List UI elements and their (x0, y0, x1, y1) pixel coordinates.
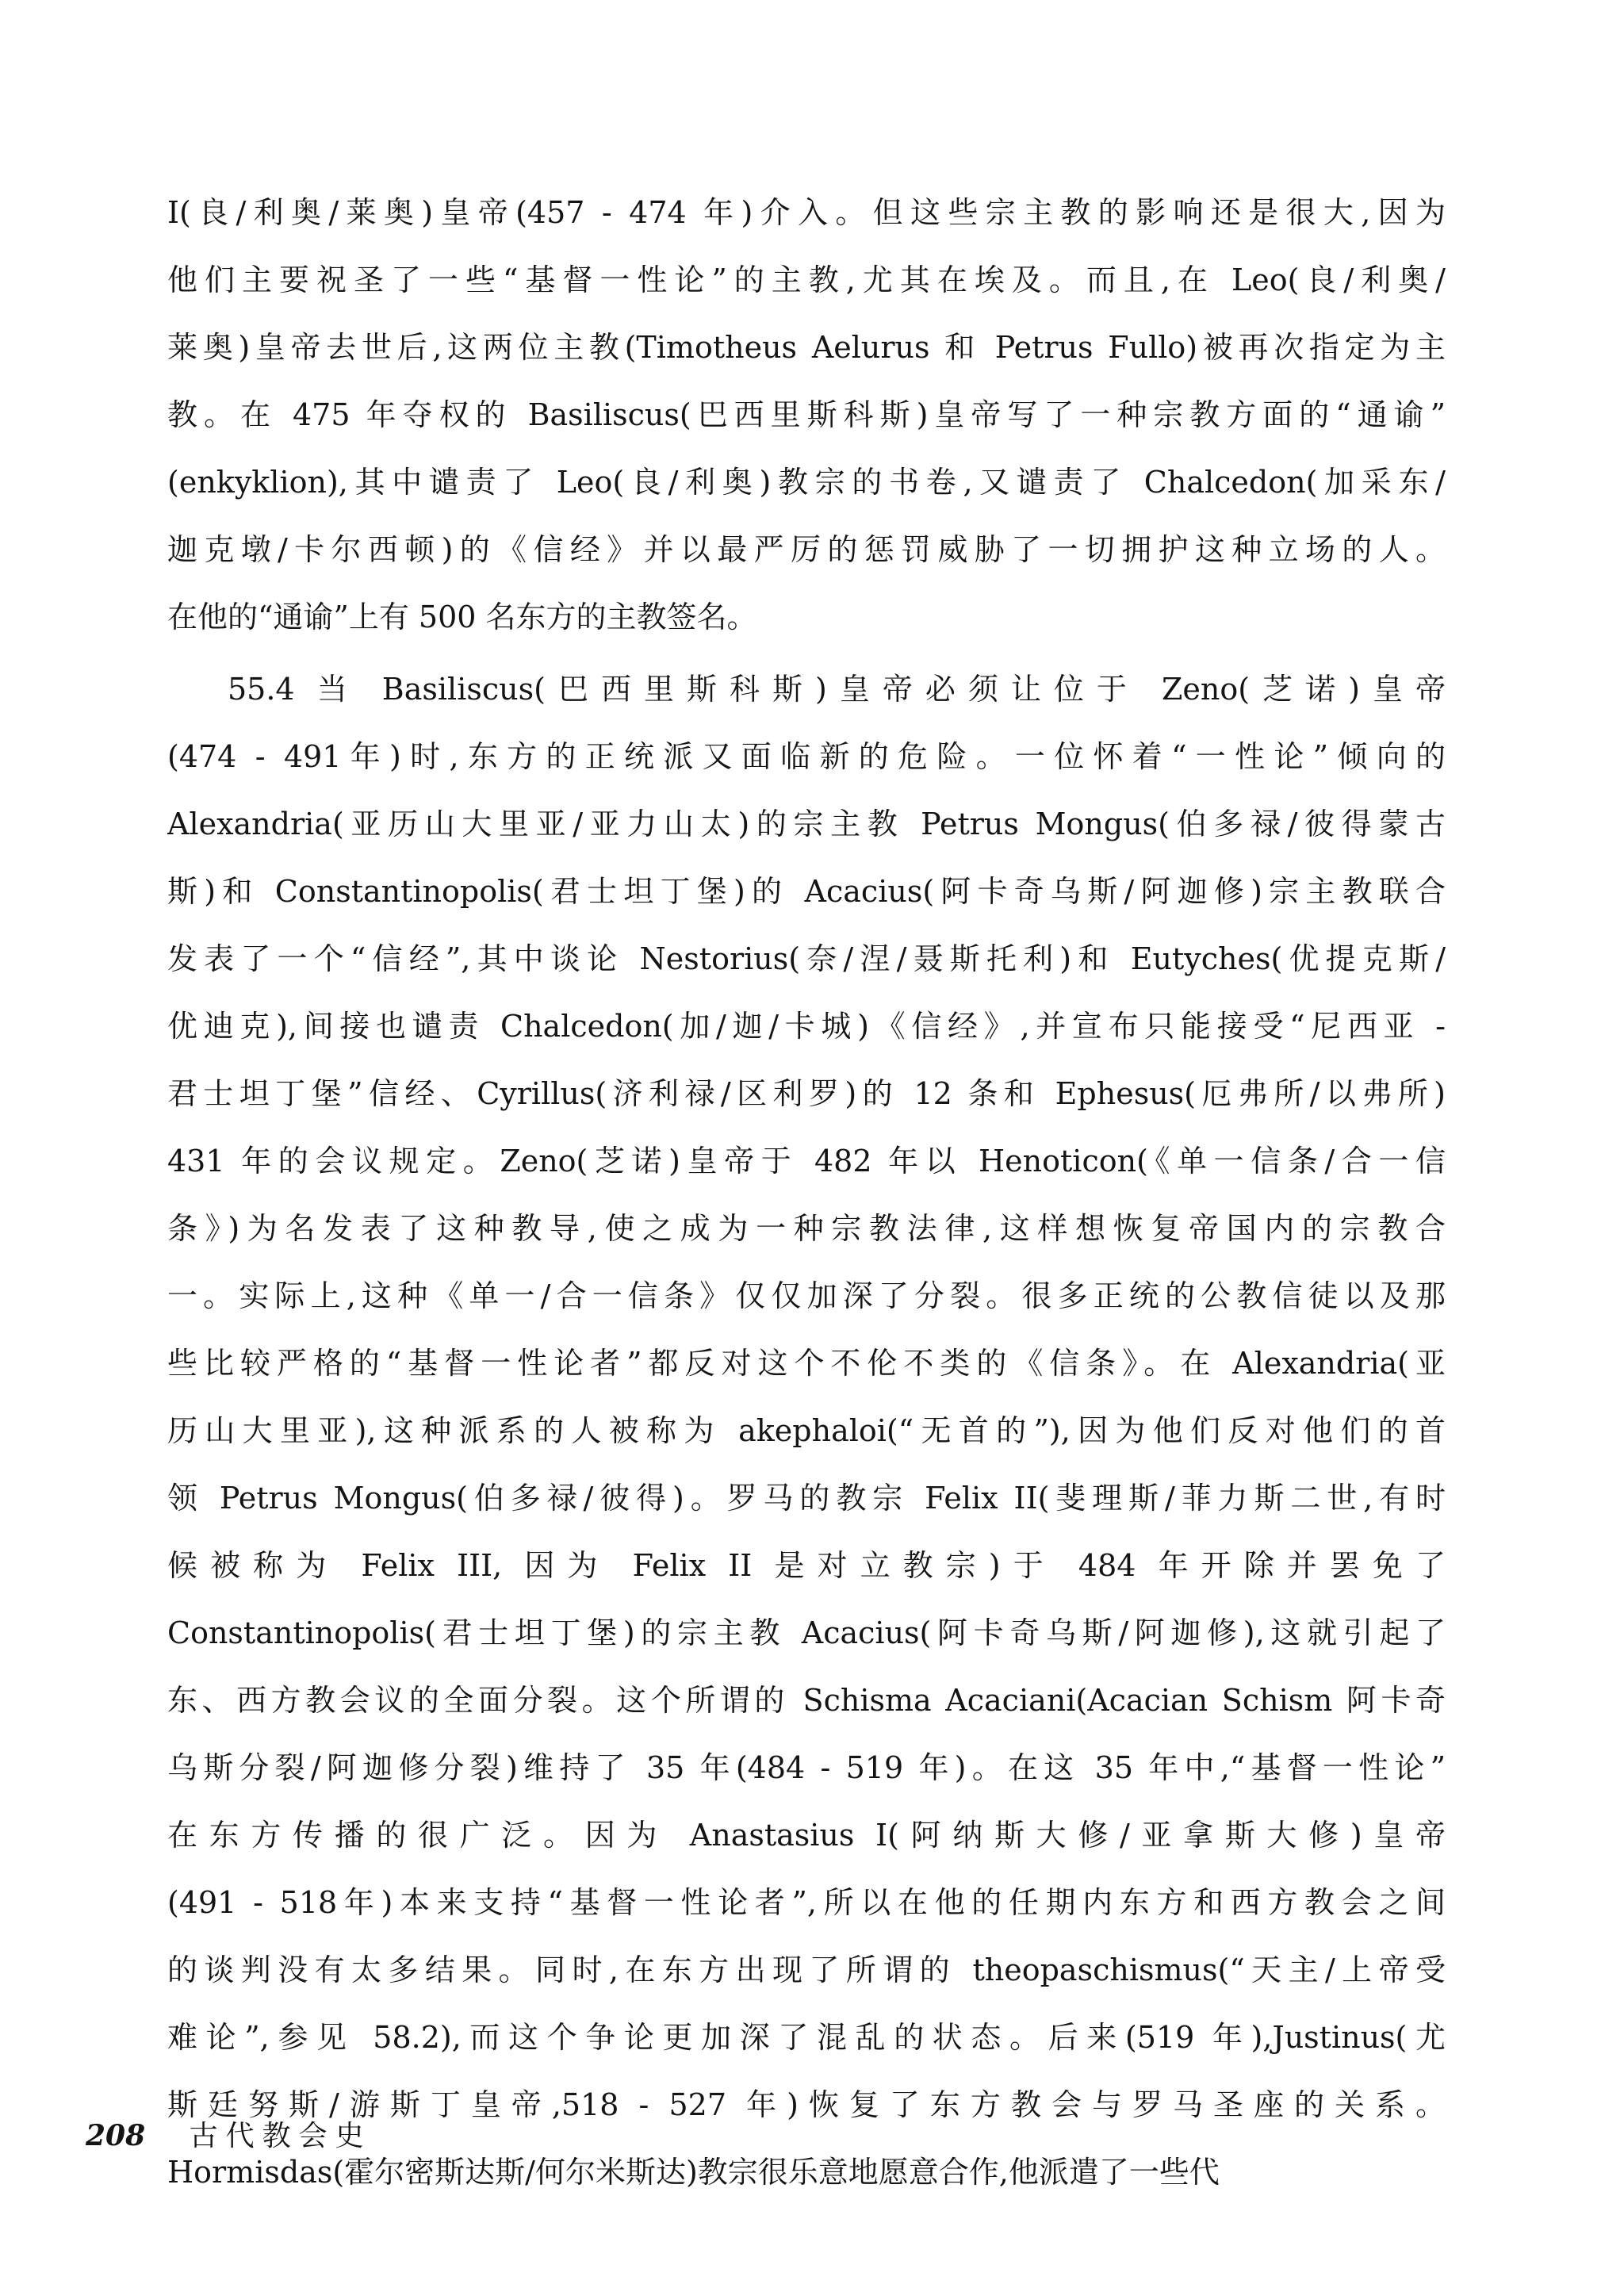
text-line: (enkyklion),其中谴责了 Leo(良/利奥)教宗的书卷,又谴责了 Chalcedon(加采东/ (167, 465, 1446, 500)
text-line: 东、西方教会议的全面分裂。这个所谓的 Schisma Acaciani(Acacian Schism 阿卡奇 (167, 1683, 1446, 1718)
text-line: Hormisdas(霍尔密斯达斯/何尔米斯达)教宗很乐意地愿意合作,他派遣了一些代 (167, 2155, 1220, 2190)
text-line: 的谈判没有太多结果。同时,在东方出现了所谓的 theopaschismus(“天主/上帝受 (167, 1953, 1446, 1987)
text-line: Alexandria(亚历山大里亚/亚力山太)的宗主教 Petrus Mongus(伯多禄/彼得蒙古 (167, 807, 1446, 841)
text-line: 55.4 当 Basiliscus(巴西里斯科斯)皇帝必须让位于 Zeno(芝诺)皇帝 (228, 672, 1446, 707)
text-line: 教。在 475 年夺权的 Basiliscus(巴西里斯科斯)皇帝写了一种宗教方面的“通谕” (167, 397, 1446, 432)
text-line: (491 - 518年)本来支持“基督一性论者”,所以在他的任期内东方和西方教会之间 (167, 1885, 1446, 1920)
text-line: I(良/利奥/莱奥)皇帝(457 - 474 年)介入。但这些宗主教的影响还是很大,因为 (167, 195, 1446, 230)
text-line: 条》)为名发表了这种教导,使之成为一种宗教法律,这样想恢复帝国内的宗教合 (167, 1211, 1446, 1246)
text-line: 莱奥)皇帝去世后,这两位主教(Timotheus Aelurus 和 Petrus Fullo)被再次指定为主 (167, 330, 1446, 365)
page-footer (86, 2116, 372, 2156)
paragraph-55-4 (167, 656, 1446, 2206)
text-line: 一。实际上,这种《单一/合一信条》仅仅加深了分裂。很多正统的公教信徒以及那 (167, 1278, 1446, 1313)
paragraph-1 (167, 179, 1446, 651)
body-text (167, 179, 1446, 2206)
page-number: 208 (86, 2119, 146, 2152)
text-line: 他们主要祝圣了一些“基督一性论”的主教,尤其在埃及。而且,在 Leo(良/利奥/ (167, 263, 1446, 297)
text-line: 在东方传播的很广泛。因为 Anastasius I(阿纳斯大修/亚拿斯大修)皇帝 (167, 1818, 1446, 1853)
text-line: 迦克墩/卡尔西顿)的《信经》并以最严厉的惩罚威胁了一切拥护这种立场的人。 (167, 532, 1446, 567)
text-line: 候被称为 Felix III, 因为 Felix II 是对立教宗)于 484 年开除并罢免了 (167, 1548, 1446, 1583)
text-line: 发表了一个“信经”,其中谈论 Nestorius(奈/涅/聂斯托利)和 Eutyches(优提克斯/ (167, 941, 1446, 976)
running-title: 古代教会史 (189, 2120, 372, 2152)
text-line: 在他的“通谕”上有 500 名东方的主教签名。 (167, 600, 757, 634)
text-line: 斯)和 Constantinopolis(君士坦丁堡)的 Acacius(阿卡奇乌斯/阿迦修)宗主教联合 (167, 874, 1446, 909)
text-line: 君士坦丁堡”信经、Cyrillus(济利禄/区利罗)的 12 条和 Ephesus(厄弗所/以弗所) (167, 1076, 1446, 1111)
text-line: 斯廷努斯/游斯丁皇帝,518 - 527 年)恢复了东方教会与罗马圣座的关系。 (167, 2087, 1446, 2122)
text-line: 难论”,参见 58.2),而这个争论更加深了混乱的状态。后来(519 年),Justinus(尤 (167, 2020, 1446, 2055)
text-line: 领 Petrus Mongus(伯多禄/彼得)。罗马的教宗 Felix II(斐理斯/菲力斯二世,有时 (167, 1481, 1446, 1516)
text-line: 优迪克),间接也谴责 Chalcedon(加/迦/卡城)《信经》,并宣布只能接受“尼西亚 - (167, 1009, 1446, 1044)
text-line: 431 年的会议规定。Zeno(芝诺)皇帝于 482 年以 Henoticon(《单一信条/合一信 (167, 1144, 1446, 1178)
text-line: 历山大里亚),这种派系的人被称为 akephaloi(“无首的”),因为他们反对他们的首 (167, 1413, 1446, 1448)
text-line: 些比较严格的“基督一性论者”都反对这个不伦不类的《信条》。在 Alexandria(亚 (167, 1346, 1446, 1381)
text-line: 乌斯分裂/阿迦修分裂)维持了 35 年(484 - 519 年)。在这 35 年中,“基督一性论” (167, 1750, 1446, 1785)
text-line: (474 - 491年)时,东方的正统派又面临新的危险。一位怀着“一性论”倾向的 (167, 739, 1446, 774)
text-line: Constantinopolis(君士坦丁堡)的宗主教 Acacius(阿卡奇乌斯/阿迦修),这就引起了 (167, 1615, 1446, 1650)
